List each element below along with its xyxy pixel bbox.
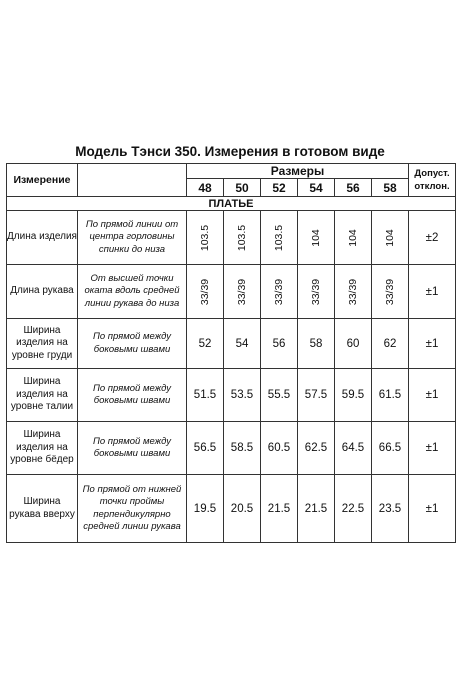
- value-cell: [335, 265, 372, 319]
- value-text: 33/39: [199, 278, 211, 305]
- size-header-cell: 50: [224, 179, 261, 197]
- measurement-description: По прямой линии от центра горловины спинки до низа: [78, 211, 187, 265]
- size-header-cell: 48: [187, 179, 224, 197]
- tolerance-cell: ±1: [409, 369, 456, 422]
- value-text: 33/39: [347, 278, 359, 305]
- value-cell: [261, 265, 298, 319]
- description-header: [78, 164, 187, 197]
- value-cell: [187, 265, 224, 319]
- value-cell: [298, 211, 335, 265]
- measurements-table: [6, 163, 456, 543]
- value-cell: 22.5: [335, 475, 372, 543]
- value-text: 33/39: [236, 278, 248, 305]
- measurement-description: По прямой от нижней точки проймы перпендикулярно средней линии рукава: [78, 475, 187, 543]
- table-row: [7, 211, 456, 265]
- value-cell: [372, 265, 409, 319]
- value-text: 103.5: [199, 224, 211, 251]
- table-row: [7, 422, 456, 475]
- tolerance-cell: ±1: [409, 265, 456, 319]
- measurement-name: Ширина рукава вверху: [7, 475, 78, 543]
- value-cell: 56.5: [187, 422, 224, 475]
- value-cell: 51.5: [187, 369, 224, 422]
- measurement-name: Ширина изделия на уровне талии: [7, 369, 78, 422]
- value-cell: 61.5: [372, 369, 409, 422]
- measurement-description: По прямой между боковыми швами: [78, 369, 187, 422]
- value-text: 33/39: [384, 278, 396, 305]
- size-header-cell: 52: [261, 179, 298, 197]
- value-cell: 20.5: [224, 475, 261, 543]
- value-cell: 56: [261, 319, 298, 369]
- value-cell: 53.5: [224, 369, 261, 422]
- value-text: 103.5: [273, 224, 285, 251]
- value-text: 103.5: [236, 224, 248, 251]
- value-cell: 60.5: [261, 422, 298, 475]
- value-cell: 23.5: [372, 475, 409, 543]
- measurement-description: По прямой между боковыми швами: [78, 422, 187, 475]
- section-label: ПЛАТЬЕ: [7, 197, 456, 211]
- tolerance-cell: ±1: [409, 319, 456, 369]
- size-header-cell: 56: [335, 179, 372, 197]
- value-cell: 64.5: [335, 422, 372, 475]
- value-cell: [224, 265, 261, 319]
- table-row: [7, 265, 456, 319]
- size-header-cell: 58: [372, 179, 409, 197]
- value-cell: [335, 211, 372, 265]
- measurement-name: Длина изделия: [7, 211, 78, 265]
- measure-header: Измерение: [7, 164, 78, 197]
- value-text: 33/39: [310, 278, 322, 305]
- value-cell: [261, 211, 298, 265]
- measurement-description: По прямой между боковыми швами: [78, 319, 187, 369]
- value-text: 33/39: [273, 278, 285, 305]
- tolerance-cell: ±2: [409, 211, 456, 265]
- value-cell: [298, 265, 335, 319]
- value-cell: 21.5: [298, 475, 335, 543]
- value-cell: [224, 211, 261, 265]
- value-cell: 58.5: [224, 422, 261, 475]
- value-cell: 57.5: [298, 369, 335, 422]
- value-cell: [372, 211, 409, 265]
- sizes-header: Размеры: [187, 164, 409, 179]
- measurement-name: Ширина изделия на уровне бёдер: [7, 422, 78, 475]
- value-cell: 19.5: [187, 475, 224, 543]
- value-text: 104: [347, 228, 359, 247]
- value-cell: 59.5: [335, 369, 372, 422]
- tolerance-header: Допуст. отклон.: [409, 164, 456, 197]
- value-cell: 55.5: [261, 369, 298, 422]
- value-text: 104: [384, 228, 396, 247]
- value-text: 104: [310, 228, 322, 247]
- value-cell: 60: [335, 319, 372, 369]
- measurement-name: Ширина изделия на уровне груди: [7, 319, 78, 369]
- value-cell: 58: [298, 319, 335, 369]
- tolerance-cell: ±1: [409, 422, 456, 475]
- value-cell: 62: [372, 319, 409, 369]
- measurement-description: От высшей точки оката вдоль средней линии рукава до низа: [78, 265, 187, 319]
- tolerance-cell: ±1: [409, 475, 456, 543]
- table-row: [7, 369, 456, 422]
- value-cell: 62.5: [298, 422, 335, 475]
- size-header-cell: 54: [298, 179, 335, 197]
- page-title: Модель Тэнси 350. Измерения в готовом виде: [75, 144, 385, 159]
- value-cell: [187, 211, 224, 265]
- table-row: [7, 319, 456, 369]
- value-cell: 21.5: [261, 475, 298, 543]
- value-cell: 52: [187, 319, 224, 369]
- table-row: [7, 475, 456, 543]
- value-cell: 54: [224, 319, 261, 369]
- value-cell: 66.5: [372, 422, 409, 475]
- measurement-name: Длина рукава: [7, 265, 78, 319]
